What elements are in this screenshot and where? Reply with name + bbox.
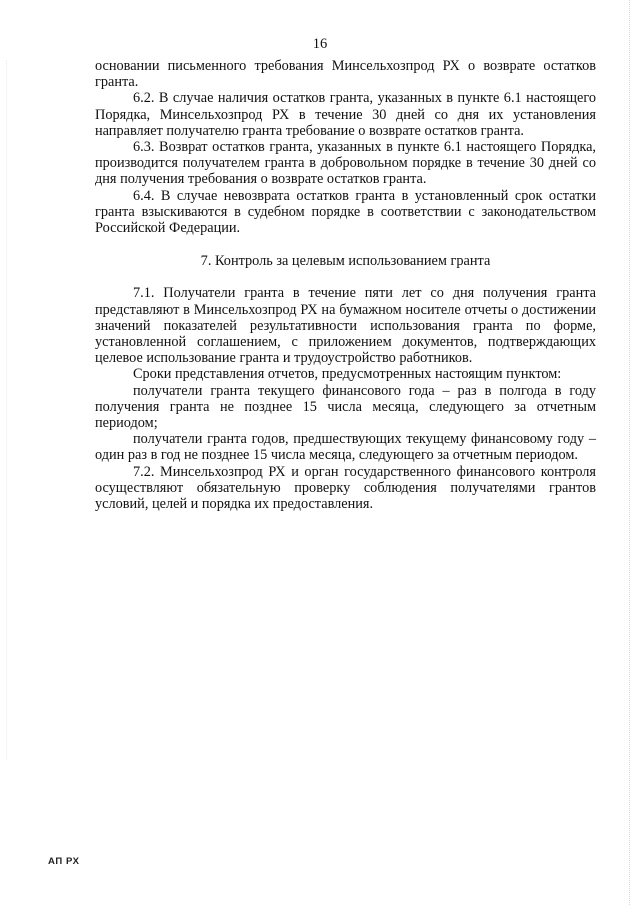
page-edge-scan-artifact-left — [6, 60, 8, 760]
page-edge-scan-artifact — [627, 0, 630, 905]
paragraph-6-2: 6.2. В случае наличия остатков гранта, указанных в пункте 6.1 настоящего Порядка, Минсельхозпрод РХ в течение 30 дней со дня их установления направляет получателю гранта требование о возврате остатков гранта. — [95, 90, 596, 139]
paragraph-6-4: 6.4. В случае невозврата остатков гранта в установленный срок остатки гранта взыскиваются в судебном порядке в соответствии с законодательством Российской Федерации. — [95, 187, 596, 237]
paragraph-previous-years-recipients: получатели гранта годов, предшествующих текущему финансовому году – один раз в год не позднее 15 числа месяца, следующего за отчетным периодом. — [95, 431, 596, 464]
page-number: 16 — [312, 36, 328, 52]
paragraph-7-2: 7.2. Минсельхозпрод РХ и орган государственного финансового контроля осуществляют обязательную проверку соблюдения получателями грантов условий, целей и порядка их предоставления. — [95, 463, 596, 513]
paragraph-report-deadlines: Сроки представления отчетов, предусмотренных настоящим пунктом: — [133, 366, 562, 383]
document-body — [95, 58, 596, 512]
footer-mark: АП РХ — [48, 856, 80, 867]
paragraph-6-3: 6.3. Возврат остатков гранта, указанных в пункте 6.1 настоящего Порядка, производится получателем гранта в добровольном порядке в течение 30 дней со дня получения требования о возврате остатков гранта. — [95, 139, 596, 188]
section-heading: 7. Контроль за целевым использованием гранта — [200, 253, 491, 270]
paragraph-current-year-recipients: получатели гранта текущего финансового года – раз в полгода в году получения гранта не позднее 15 числа месяца, следующего за отчетным периодом; — [95, 382, 596, 432]
paragraph-7-1: 7.1. Получатели гранта в течение пяти лет со дня получения гранта представляют в Минсельхозпрод РХ на бумажном носителе отчеты о достижении значений показателей результативности использования гранта по форме, установленной соглашением, с приложением документов, подтверждающих целевое использование гранта и трудоустройство работников. — [95, 285, 596, 367]
paragraph-continuation: основании письменного требования Минсельхозпрод РХ о возврате остатков гранта. — [95, 58, 596, 91]
